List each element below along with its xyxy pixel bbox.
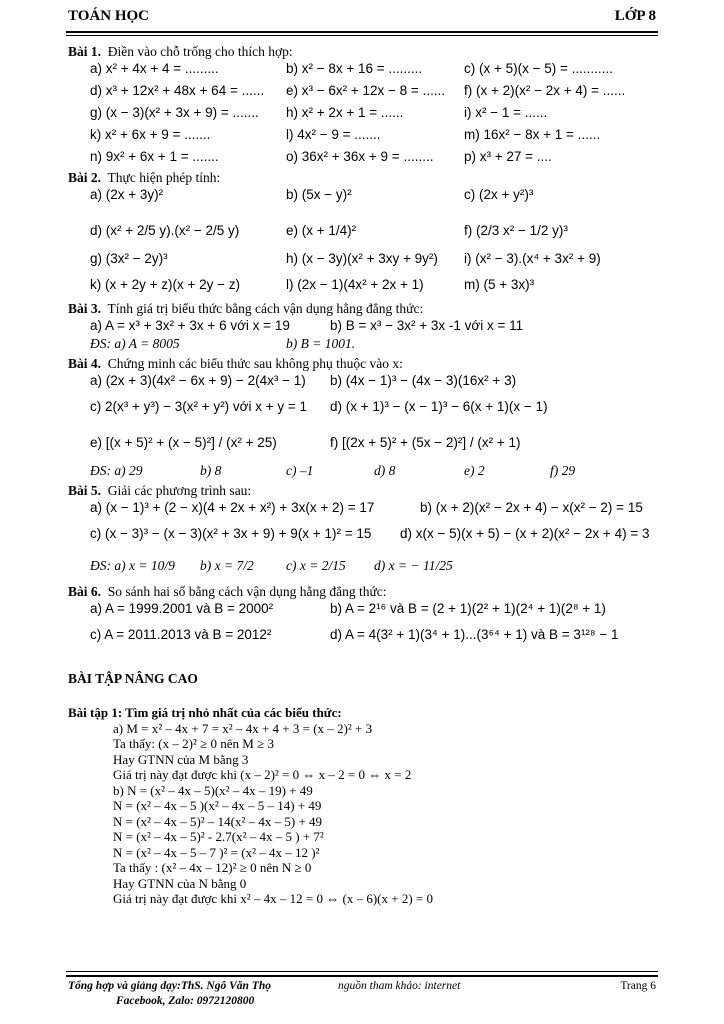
bai5-answer: d) x = − 11/25: [374, 558, 453, 573]
bai2-item: d) (x² + 2/5 y).(x² − 2/5 y): [90, 223, 240, 238]
bai2-item: f) (2/3 x² − 1/2 y)³: [464, 223, 568, 238]
solution-line: Giá trị này đạt được khi x² – 4x – 12 = 0 ⇔ (x – 6)(x + 2) = 0: [113, 891, 433, 906]
solution-line: N = (x² – 4x – 5)² – 14(x² – 4x – 5) + 49: [113, 813, 323, 829]
footer-source: nguồn tham khảo: internet: [338, 980, 461, 992]
bai1-rows: [68, 61, 658, 168]
bai2-item: c) (2x + y²)³: [464, 187, 534, 202]
solution-line: Giá trị này đạt được khi (x – 2)² = 0 ⇔ x – 2 = 0 ⇔ x = 2: [113, 767, 412, 782]
solution-line: Ta thấy: (x – 2)² ≥ 0 nên M ≥ 3: [113, 736, 274, 751]
header-grade: LỚP 8: [614, 8, 656, 24]
footer-contact: Facebook, Zalo: 0972120800: [116, 995, 255, 1007]
bai2-title: Bài 2.: [68, 170, 102, 185]
bai6-title: Bài 6.: [68, 584, 102, 599]
bai4-title: Bài 4.: [68, 356, 102, 371]
bai6-instruction: So sánh hai số bằng cách vận dụng hằng đẳng thức:: [107, 584, 387, 599]
header-rule-thick: [66, 31, 658, 33]
bai5-heading: [68, 481, 658, 500]
bai4-item-f: f) [(2x + 5)² + (5x − 2)²] / (x² + 1): [330, 435, 521, 450]
bai4-answer: e) 2: [464, 463, 485, 478]
header-rule-thin: [66, 35, 658, 36]
solution-line: Hay GTNN của M bằng 3: [113, 751, 249, 767]
bai1-item: h) x² + 2x + 1 = ......: [286, 105, 404, 120]
bai5-title: Bài 5.: [68, 483, 102, 498]
bai3-title: Bài 3.: [68, 301, 102, 316]
bai1-title: Bài 1.: [68, 44, 102, 59]
bai6-item-b: b) A = 2¹⁶ và B = (2 + 1)(2² + 1)(2⁴ + 1)(2⁸ + 1): [330, 601, 606, 616]
bai2-item: i) (x² − 3).(x⁴ + 3x² + 9): [464, 251, 601, 266]
bai4-item-d: d) (x + 1)³ − (x − 1)³ − 6(x + 1)(x − 1): [330, 399, 548, 414]
footer-rule-thick: [66, 975, 658, 977]
bai1-item: g) (x − 3)(x² + 3x + 9) = .......: [90, 105, 259, 120]
footer-author: Tổng hợp và giảng dạy:ThS. Ngô Văn Thọ: [68, 980, 271, 992]
bai2-item: a) (2x + 3y)²: [90, 187, 164, 202]
bai1-item: k) x² + 6x + 9 = .......: [90, 127, 211, 142]
bai3-heading: [68, 299, 658, 318]
bai2-item: g) (3x² − 2y)³: [90, 251, 168, 266]
bai1-item: m) 16x² − 8x + 1 = ......: [464, 127, 601, 142]
bai1-item: p) x³ + 27 = ....: [464, 149, 552, 164]
bai4-answer: ĐS: a) 29: [90, 463, 143, 478]
bai1-item: o) 36x² + 36x + 9 = ........: [286, 149, 434, 164]
bai2-rows: [68, 187, 658, 299]
bai1-heading: [68, 42, 658, 61]
bai6-item-a: a) A = 1999.2001 và B = 2000²: [90, 601, 274, 616]
page-header: [68, 8, 656, 30]
bai5-item-a: a) (x − 1)³ + (2 − x)(4 + 2x + x²) + 3x(x + 2) = 17: [90, 500, 375, 515]
bai6-item-d: d) A = 4(3² + 1)(3⁴ + 1)...(3⁶⁴ + 1) và B = 3¹²⁸ − 1: [330, 627, 619, 642]
bai1-item: a) x² + 4x + 4 = .........: [90, 61, 219, 76]
bai5-instruction: Giải các phương trình sau:: [107, 483, 252, 498]
footer-page-number: Trang 6: [620, 980, 656, 992]
bai1-item: c) (x + 5)(x − 5) = ...........: [464, 61, 613, 76]
bai4-answer: d) 8: [374, 463, 396, 478]
bai1-item: l) 4x² − 9 = .......: [286, 127, 381, 142]
bai1-item: n) 9x² + 6x + 1 = .......: [90, 149, 219, 164]
exercise-content: [68, 42, 658, 907]
bai1-item: f) (x + 2)(x² − 2x + 4) = ......: [464, 83, 626, 98]
bai4-answer: f) 29: [550, 463, 576, 478]
bai5-item-d: d) x(x − 5)(x + 5) − (x + 2)(x² − 2x + 4) = 3: [400, 526, 650, 541]
solution-line: N = (x² – 4x – 5 )(x² – 4x – 5 – 14) + 49: [113, 798, 322, 813]
bai2-heading: [68, 168, 658, 187]
bai5-item-c: c) (x − 3)³ − (x − 3)(x² + 3x + 9) + 9(x + 1)² = 15: [90, 526, 372, 541]
bai1-item: d) x³ + 12x² + 48x + 64 = ......: [90, 83, 265, 98]
bai2-item: l) (2x − 1)(4x² + 2x + 1): [286, 277, 424, 292]
bai1-item: e) x³ − 6x² + 12x − 8 = ......: [286, 83, 446, 98]
bai3-answer-a: ĐS: a) A = 8005: [90, 336, 180, 351]
bai5-answer: b) x = 7/2: [200, 558, 254, 573]
bai2-item: m) (5 + 3x)³: [464, 277, 535, 292]
bai1-item: i) x² − 1 = ......: [464, 105, 548, 120]
solution-line: N = (x² – 4x – 5)² - 2.7(x² – 4x – 5 ) + 7²: [113, 829, 324, 844]
bai6-item-c: c) A = 2011.2013 và B = 2012²: [90, 627, 272, 642]
bai2-item: h) (x − 3y)(x² + 3xy + 9y²): [286, 251, 438, 266]
bai3-item-b: b) B = x³ − 3x² + 3x -1 với x = 11: [330, 318, 524, 333]
bai3-instruction: Tính giá trị biểu thức bằng cách vận dụng hằng đẳng thức:: [107, 301, 424, 316]
bai6-heading: [68, 582, 658, 601]
footer-rule-thin: [66, 971, 658, 972]
bai4-item-b: b) (4x − 1)³ − (4x − 3)(16x² + 3): [330, 373, 517, 388]
header-subject: TOÁN HỌC: [68, 8, 149, 24]
solution-line: N = (x² – 4x – 5 – 7 )² = (x² – 4x – 12 )²: [113, 844, 320, 860]
solution-line: Ta thấy : (x² – 4x – 12)² ≥ 0 nên N ≥ 0: [113, 860, 312, 875]
bai3-item-a: a) A = x³ + 3x² + 3x + 6 với x = 19: [90, 318, 290, 333]
bai4-item-a: a) (2x + 3)(4x² − 6x + 9) − 2(4x³ − 1): [90, 373, 306, 388]
bai5-item-b: b) (x + 2)(x² − 2x + 4) − x(x² − 2) = 15: [420, 500, 643, 515]
bai3-answer-b: b) B = 1001.: [286, 336, 356, 351]
bai4-instruction: Chứng minh các biểu thức sau không phụ thuộc vào x:: [107, 356, 403, 371]
bai2-instruction: Thực hiện phép tính:: [107, 170, 221, 185]
bai4-item-c: c) 2(x³ + y³) − 3(x² + y²) với x + y = 1: [90, 399, 308, 414]
bai5-answer: ĐS: a) x = 10/9: [90, 558, 175, 573]
solution-line: Hay GTNN của N bằng 0: [113, 875, 247, 891]
bai2-item: e) (x + 1/4)²: [286, 223, 357, 238]
bai5-answer: c) x = 2/15: [286, 558, 346, 573]
bai4-item-e: e) [(x + 5)² + (x − 5)²] / (x² + 25): [90, 435, 277, 450]
bai2-item: k) (x + 2y + z)(x + 2y − z): [90, 277, 241, 292]
bai1-item: b) x² − 8x + 16 = .........: [286, 61, 423, 76]
bai1-instruction: Điền vào chỗ trống cho thích hợp:: [107, 44, 293, 59]
bai4-answer: c) –1: [286, 463, 314, 478]
solution-line: b) N = (x² – 4x – 5)(x² – 4x – 19) + 49: [113, 782, 313, 798]
advanced-exercise-1-title: Bài tập 1: Tìm giá trị nhỏ nhất của các biểu thức:: [68, 705, 342, 720]
bai2-item: b) (5x − y)²: [286, 187, 352, 202]
solution-line: a) M = x² – 4x + 7 = x² – 4x + 4 + 3 = (x – 2)² + 3: [113, 720, 373, 736]
advanced-title: BÀI TẬP NÂNG CAO: [68, 671, 198, 686]
advanced-exercise-1: [68, 705, 658, 907]
bai4-heading: [68, 354, 658, 373]
bai4-answer: b) 8: [200, 463, 222, 478]
